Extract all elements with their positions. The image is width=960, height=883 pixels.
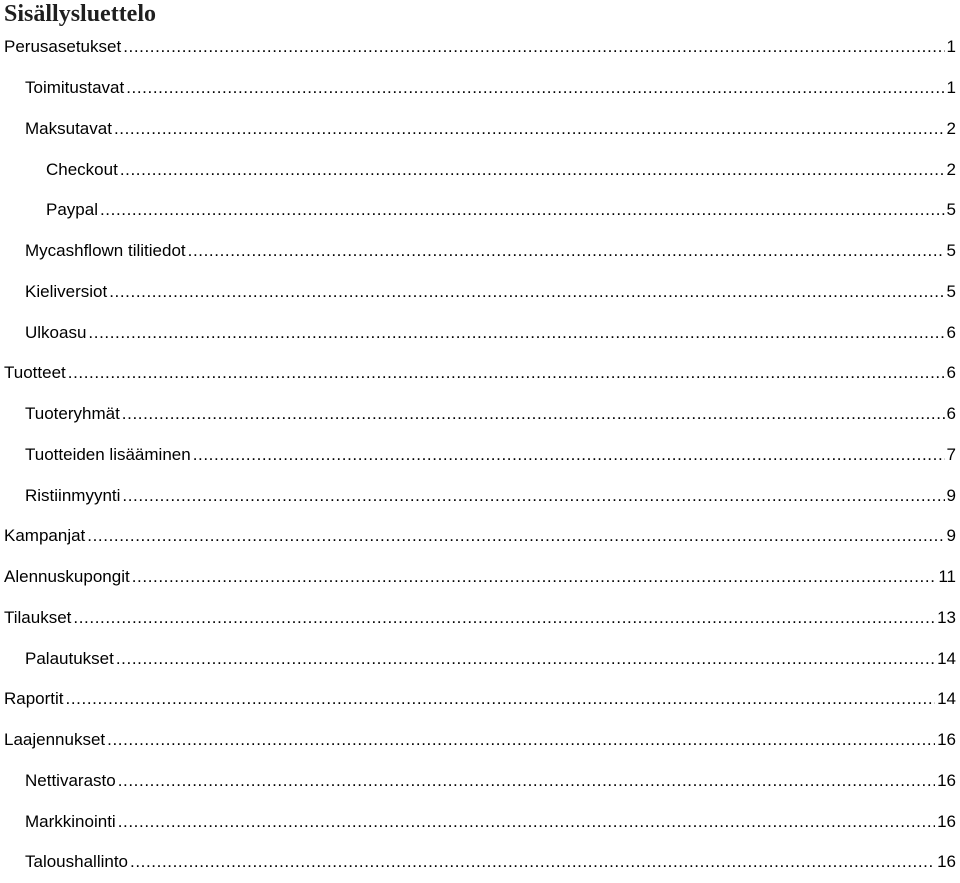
toc-entry-label: Palautukset [25,648,114,668]
toc-entry[interactable] [0,679,960,720]
toc-list [0,27,960,883]
toc-entry-page: 7 [946,444,956,464]
toc-leader-dots [120,160,945,180]
toc-leader-dots [100,200,945,220]
toc-leader-dots [73,608,935,628]
toc-entry-label: Mycashflown tilitiedot [25,241,186,261]
toc-entry-label: Raportit [4,689,64,709]
toc-entry[interactable] [0,638,960,679]
toc-entry-page: 11 [938,567,956,587]
toc-entry[interactable] [0,353,960,394]
toc-entry-page: 1 [946,37,956,57]
toc-entry-page: 14 [937,689,956,709]
toc-leader-dots [68,363,945,383]
toc-entry-page: 6 [946,363,956,383]
toc-entry[interactable] [0,516,960,557]
toc-entry[interactable] [0,272,960,313]
toc-entry-label: Ristiinmyynti [25,485,121,505]
toc-entry-page: 16 [937,852,956,872]
toc-entry[interactable] [0,598,960,639]
toc-entry[interactable] [0,557,960,598]
toc-entry[interactable] [0,190,960,231]
toc-entry[interactable] [0,394,960,435]
toc-leader-dots [123,37,944,57]
toc-leader-dots [193,445,945,465]
toc-entry-label: Markkinointi [25,811,116,831]
toc-entry-label: Perusasetukset [4,37,122,57]
toc-entry-label: Nettivarasto [25,770,116,790]
toc-leader-dots [118,812,935,832]
toc-entry-page: 2 [946,118,956,138]
toc-entry-page: 16 [937,770,956,790]
toc-entry[interactable] [0,149,960,190]
toc-entry-page: 14 [937,648,956,668]
toc-entry-label: Tuotteiden lisääminen [25,444,191,464]
toc-entry-label: Tuoteryhmät [25,404,120,424]
toc-leader-dots [88,323,944,343]
toc-leader-dots [130,852,935,872]
toc-leader-dots [118,771,935,791]
toc-entry-page: 5 [946,241,956,261]
toc-entry-page: 2 [946,159,956,179]
toc-entry-label: Checkout [46,159,118,179]
toc-entry-page: 6 [946,404,956,424]
toc-leader-dots [114,119,945,139]
toc-entry-label: Alennuskupongit [4,567,130,587]
toc-leader-dots [126,78,944,98]
toc-entry[interactable] [0,27,960,68]
toc-entry[interactable] [0,231,960,272]
toc-leader-dots [132,567,937,587]
toc-entry-label: Maksutavat [25,118,112,138]
toc-entry-label: Paypal [46,200,98,220]
toc-leader-dots [107,730,935,750]
toc-leader-dots [66,689,936,709]
toc-entry[interactable] [0,435,960,476]
toc-entry-page: 9 [946,526,956,546]
toc-entry[interactable] [0,312,960,353]
toc-entry[interactable] [0,720,960,761]
toc-entry-label: Toimitustavat [25,78,125,98]
toc-entry-page: 1 [946,78,956,98]
toc-entry[interactable] [0,842,960,883]
toc-entry-label: Ulkoasu [25,322,87,342]
toc-entry-page: 5 [946,200,956,220]
toc-entry-label: Kieliversiot [25,281,108,301]
toc-entry-label: Laajennukset [4,730,106,750]
toc-entry-page: 16 [937,730,956,750]
toc-entry-label: Tilaukset [4,607,72,627]
toc-leader-dots [87,526,944,546]
toc-entry-page: 5 [946,281,956,301]
toc-leader-dots [116,649,935,669]
toc-entry-page: 6 [946,322,956,342]
toc-entry-label: Taloushallinto [25,852,129,872]
toc-leader-dots [122,486,944,506]
toc-entry-label: Kampanjat [4,526,86,546]
toc-leader-dots [109,282,944,302]
toc-entry[interactable] [0,801,960,842]
toc-entry[interactable] [0,761,960,802]
toc-entry[interactable] [0,475,960,516]
toc-entry-label: Tuotteet [4,363,66,383]
toc-leader-dots [188,241,945,261]
toc-title: Sisällysluettelo [4,1,157,27]
toc-entry-page: 16 [937,811,956,831]
toc-entry-page: 9 [946,485,956,505]
toc-entry[interactable] [0,109,960,150]
toc-entry-page: 13 [937,607,956,627]
toc-entry[interactable] [0,68,960,109]
toc-leader-dots [122,404,945,424]
